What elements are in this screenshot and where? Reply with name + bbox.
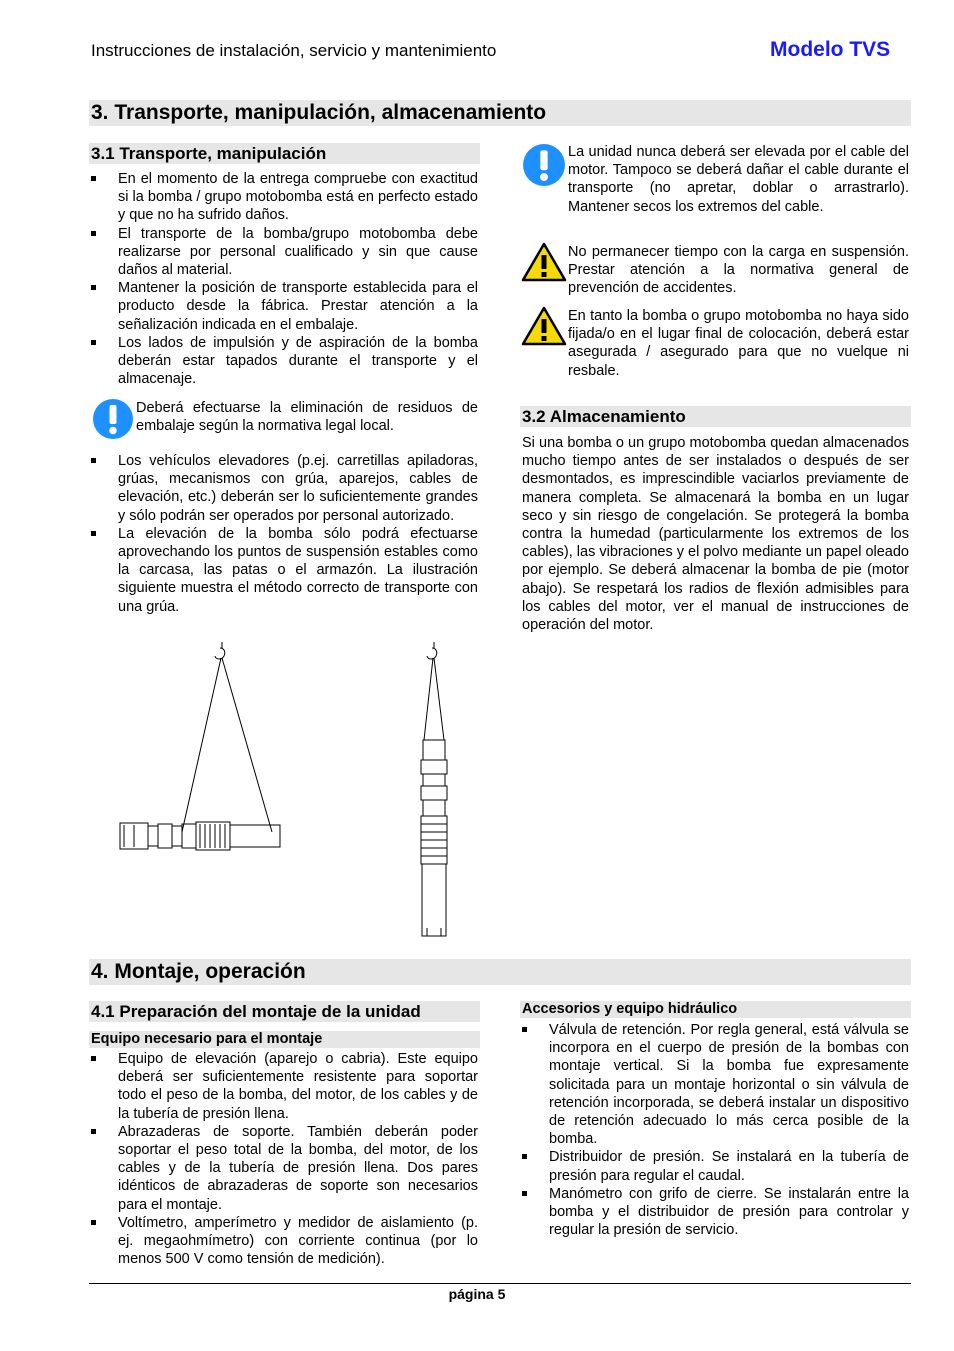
- equipment-heading: Equipo necesario para el montaje: [89, 1031, 480, 1048]
- storage-paragraph: Si una bomba o un grupo motobomba quedan almacenados mucho tiempo antes de ser instalados o después de ser desmontados, es imprescindible vaciarlos previamente de manera completa. Se almacenará la bomba en un lugar seco y sin riesgo de congelación. Se protegerá la bomba contra la humedad (particularmente los extremos de los cables), las vibraciones y el polvo mediante un papel oleado por ejemplo. Se deberá almacenar la bomba de pie (motor abajo). Se respetará los radios de flexión admisibles para los cables del motor, ver el manual de instrucciones de operación del motor.: [522, 435, 909, 634]
- list-item: Los lados de impulsión y de aspiración de la bomba deberán estar tapados durante el transporte y el almacenaje.: [89, 334, 478, 389]
- list-item: Manómetro con grifo de cierre. Se instalarán entre la bomba y el distribuidor de presión para controlar y regular la presión de servicio.: [520, 1185, 909, 1240]
- subsection-3-2-heading: 3.2 Almacenamiento: [520, 406, 911, 427]
- section-3-heading: 3. Transporte, manipulación, almacenamiento: [89, 100, 911, 126]
- footer-divider: [89, 1283, 911, 1284]
- list-item: Mantener la posición de transporte establecida para el producto desde la fábrica. Prestar atención a la señalización indicada en el embalaje.: [89, 279, 478, 334]
- list-item: Abrazaderas de soporte. También deberán poder soportar el peso total de la bomba, del motor, de los cables y de la tubería de presión llena. Dos pares idénticos de abrazaderas de soporte son necesarios para el montaje.: [89, 1123, 478, 1214]
- motor-cable-warning: La unidad nunca deberá ser elevada por el cable del motor. Tampoco se deberá dañar el cable durante el transporte (no apretar, doblar o arrastrarlo). Mantener secos los extremos del cable.: [568, 144, 909, 215]
- lifting-bullets: [89, 452, 478, 616]
- model-name: Modelo TVS: [770, 38, 891, 61]
- accessories-bullets: [520, 1021, 909, 1239]
- document-header-title: Instrucciones de instalación, servicio y mantenimiento: [91, 41, 497, 60]
- list-item: Distribuidor de presión. Se instalará en la tubería de presión para regular el caudal.: [520, 1148, 909, 1184]
- list-item: Los vehículos elevadores (p.ej. carretillas apiladoras, grúas, mecanismos con grúa, aparejos, cables de elevación, etc.) deberán ser lo suficientemente grandes y sólo podrán ser operados por personal autorizado.: [89, 452, 478, 525]
- list-item: La elevación de la bomba sólo podrá efectuarse aprovechando los puntos de suspensión estables como la carcasa, las patas o el armazón. La ilustración siguiente muestra el método correcto de transporte con una grúa.: [89, 525, 478, 616]
- exclamation-circle-icon: [92, 398, 134, 445]
- equipment-bullets: [89, 1050, 478, 1268]
- list-item: Voltímetro, amperímetro y medidor de aislamiento (p. ej. megaohmímetro) con corriente continua (por lo menos 500 V como tensión de medición).: [89, 1214, 478, 1269]
- section-4-heading: 4. Montaje, operación: [89, 959, 911, 985]
- exclamation-circle-icon: [522, 143, 566, 192]
- list-item: Equipo de elevación (aparejo o cabria). Este equipo deberá ser suficientemente resistente para soportar todo el peso de la bomba, del motor, de los cables y de la tubería de presión llena.: [89, 1050, 478, 1123]
- subsection-4-1-heading: 4.1 Preparación del montaje de la unidad: [89, 1001, 480, 1022]
- list-item: En el momento de la entrega compruebe con exactitud si la bomba / grupo motobomba está en perfecto estado y que no ha sufrido daños.: [89, 170, 478, 225]
- crane-lifting-illustration: [110, 640, 470, 945]
- accessories-heading: Accesorios y equipo hidráulico: [520, 1001, 911, 1018]
- subsection-3-1-heading: 3.1 Transporte, manipulación: [89, 143, 480, 164]
- transport-bullets: [89, 170, 478, 388]
- page-number: página 5: [448, 1286, 506, 1302]
- list-item: Válvula de retención. Por regla general, está válvula se incorpora en el cuerpo de presión de la bombas con montaje vertical. Si la bomba fue expresamente solicitada para un montaje horizontal o sin válvula de retención incorporada, se deberá instalar un dispositivo de retención adecuado lo más cerca posible de la bomba.: [520, 1021, 909, 1148]
- list-item: El transporte de la bomba/grupo motobomba debe realizarse por personal cualificado y sin que cause daños al material.: [89, 225, 478, 280]
- secure-unit-warning: En tanto la bomba o grupo motobomba no haya sido fijada/o en el lugar final de colocación, deberá estar asegurada / asegurado para que no vuelque ni resbale.: [568, 308, 909, 379]
- packaging-disposal-note: Deberá efectuarse la eliminación de residuos de embalaje según la normativa legal local.: [136, 400, 478, 435]
- suspended-load-warning: No permanecer tiempo con la carga en suspensión. Prestar atención a la normativa general de prevención de accidentes.: [568, 244, 909, 297]
- warning-triangle-icon: [521, 242, 567, 287]
- warning-triangle-icon: [521, 306, 567, 351]
